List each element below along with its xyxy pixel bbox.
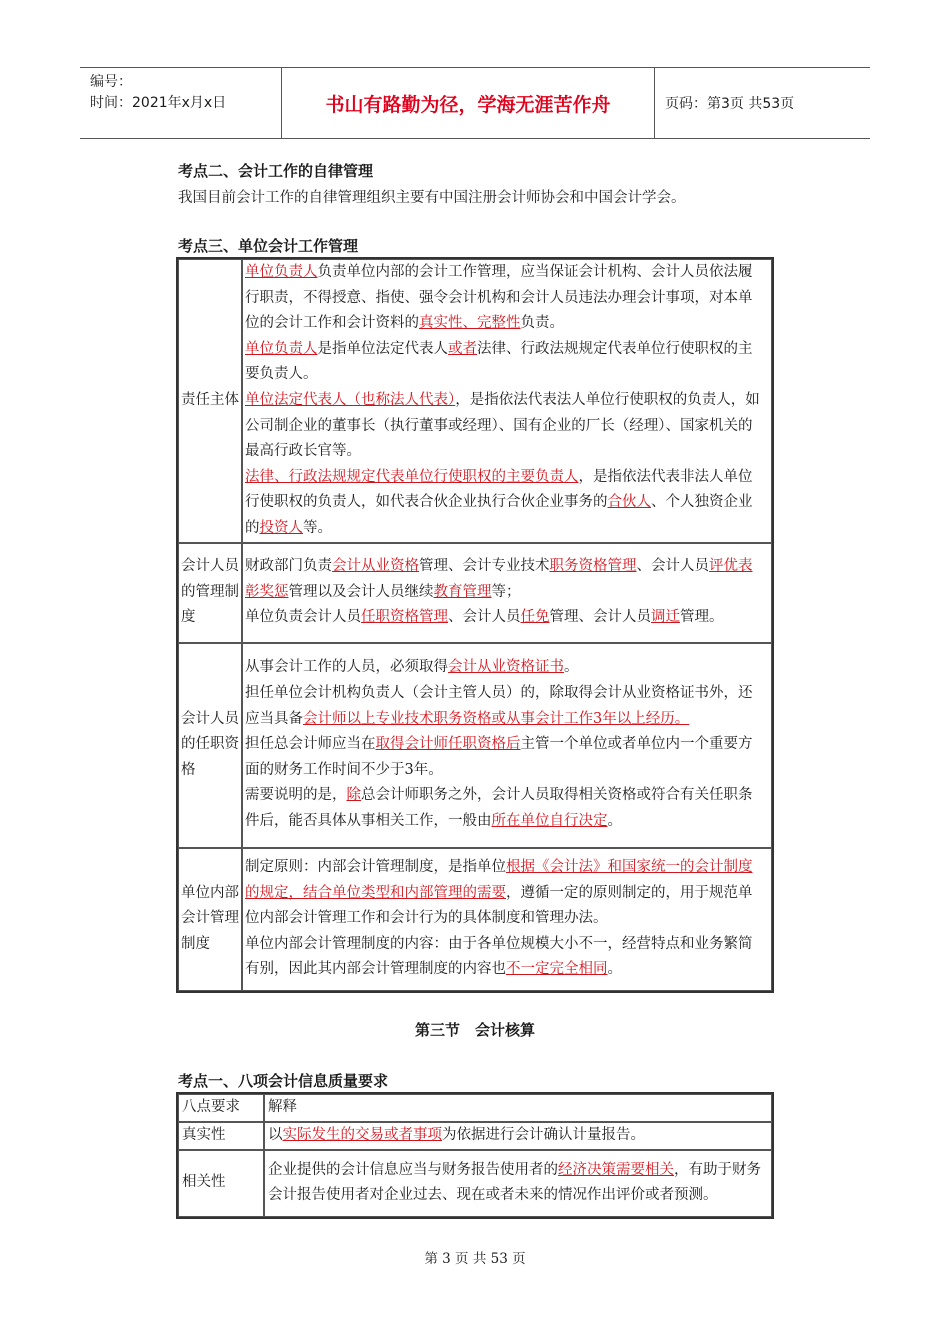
row-content <box>242 643 772 848</box>
text-run: 管理、会计专业技术 <box>419 558 550 575</box>
column-header-explanation: 解释 <box>264 1094 772 1122</box>
text-run: ，有助于财务会计报告使用者对企业过去、现在或者未来的情况作出评价或者预测。 <box>268 1161 761 1204</box>
text-run: 从事会计工作的人员，必须取得 <box>245 659 448 676</box>
content-paragraph <box>245 655 765 681</box>
text-run: 以 <box>268 1126 283 1143</box>
text-run: 制定原则：内部会计管理制度，是指单位 <box>245 859 506 876</box>
requirement-explanation <box>264 1150 772 1217</box>
row-label: 会计人员的任职资格 <box>178 643 242 848</box>
highlighted-term: 单位负责人 <box>245 340 318 357</box>
text-run: 主管一个单位或者单位内一个重要方面的财务工作时间不少于3年。 <box>245 736 753 778</box>
header-info <box>80 68 282 138</box>
content-paragraph <box>245 465 765 542</box>
page-footer: 第 3 页 共 53 页 <box>424 1251 526 1267</box>
content-paragraph <box>245 732 765 783</box>
section-4-title: 考点一、八项会计信息质量要求 <box>178 1072 389 1090</box>
content-paragraph <box>245 260 765 337</box>
table-header-row <box>178 1094 772 1122</box>
content-paragraph <box>245 605 765 631</box>
text-run: 为依据进行会计确认计量报告。 <box>442 1126 645 1143</box>
highlighted-term: 会计从业资格证书 <box>448 659 564 676</box>
text-run: ，是指依法代表非法人单位行使职权的负责人，如代表合伙企业执行合伙企业事务的 <box>245 468 753 511</box>
highlighted-term: 除 <box>346 787 361 804</box>
text-run: 管理、会计人员 <box>549 609 651 626</box>
highlighted-term: 教育管理 <box>433 583 492 600</box>
highlighted-term: 经济决策需要相关 <box>558 1161 674 1178</box>
text-run: ，是指依法代表法人单位行使职权的负责人，如公司制企业的董事长（执行董事或经理）、国有企业的厂长（经理）、国家机关的最高行政长官等。 <box>245 391 760 460</box>
row-content <box>242 543 772 643</box>
highlighted-term: 评优表彰奖惩 <box>245 558 753 600</box>
header-motto: 书山有路勤为径，学海无涯苦作舟 <box>282 68 655 138</box>
text-run: 、会计人员 <box>448 609 521 626</box>
text-run: 财政部门负责 <box>245 558 332 575</box>
page-header <box>80 67 870 139</box>
doc-code-label: 编号： <box>90 74 132 90</box>
highlighted-term: 单位负责人 <box>245 264 318 280</box>
table-row <box>178 1150 772 1217</box>
requirement-explanation <box>264 1122 772 1150</box>
table-row <box>178 643 772 848</box>
content-paragraph <box>245 554 765 605</box>
text-run: 。 <box>607 813 622 830</box>
row-content <box>242 848 772 991</box>
text-run: 总会计师职务之外，会计人员取得相关资格或符合有关任职条件后，能否具体从事相关工作，一般由 <box>245 787 753 830</box>
column-header-requirement: 八点要求 <box>178 1094 264 1122</box>
row-content <box>242 259 772 543</box>
text-run: 负责单位内部的会计工作管理，应当保证会计机构、会计人员依法履行职责，不得授意、指使、强令会计机构和会计人员违法办理会计事项，对本单位的会计工作和会计资料的 <box>245 264 753 332</box>
requirement-label: 相关性 <box>178 1150 264 1217</box>
text-run: 担任单位会计机构负责人（会计主管人员）的，除取得会计从业资格证书外，还应当具备 <box>245 685 753 727</box>
content-paragraph <box>245 337 765 388</box>
highlighted-term: 合伙人 <box>607 494 651 511</box>
highlighted-term: 根据《会计法》和国家统一的会计制度的规定，结合单位类型和内部管理的需要 <box>245 859 753 901</box>
highlighted-term: 取得会计师任职资格后 <box>375 736 521 753</box>
highlighted-term: 任免 <box>520 609 550 626</box>
highlighted-term: 单位法定代表人（也称法人代表） <box>245 391 456 408</box>
highlighted-term: 或者 <box>448 340 477 357</box>
text-run: 单位内部会计管理制度的内容：由于各单位规模大小不一，经营特点和业务繁简有别，因此其内部会计管理制度的内容也 <box>245 935 753 978</box>
section-3-title: 考点三、单位会计工作管理 <box>178 237 359 255</box>
content-paragraph <box>245 388 765 465</box>
text-run: 是指单位法定代表人 <box>317 340 448 357</box>
highlighted-term: 不一定完全相同 <box>506 961 608 978</box>
highlighted-term: 实际发生的交易或者事项 <box>282 1126 442 1143</box>
table-row <box>178 543 772 643</box>
section-2-text: 我国目前会计工作的自律管理组织主要有中国注册会计师协会和中国会计学会。 <box>178 190 686 206</box>
highlighted-term: 调迁 <box>651 609 680 626</box>
row-label: 会计人员的管理制度 <box>178 543 242 643</box>
text-run: 法律、行政法规规定代表单位行使职权的主要负责人。 <box>245 340 753 383</box>
table-row <box>178 1122 772 1150</box>
text-run: 管理。 <box>680 609 724 626</box>
text-run: 、会计人员 <box>636 558 709 575</box>
content-paragraph <box>245 783 765 834</box>
highlighted-term: 法律、行政法规规定代表单位行使职权的主要负责人 <box>245 468 579 485</box>
content-paragraph <box>245 932 765 983</box>
text-run: 等。 <box>303 519 332 536</box>
text-run: 担任总会计师应当在 <box>245 736 376 753</box>
content-paragraph <box>245 681 765 732</box>
doc-date-label: 时间：2021年x月x日 <box>90 95 227 111</box>
chapter-section-title: 第三节 会计核算 <box>414 1021 535 1039</box>
table-row <box>178 259 772 543</box>
highlighted-term: 投资人 <box>259 519 303 536</box>
text-run: 、个人独资企业的 <box>245 494 753 536</box>
content-paragraph <box>245 855 765 932</box>
text-run: 管理以及会计人员继续 <box>288 583 434 600</box>
highlighted-term: 真实性、完整性 <box>419 315 521 332</box>
quality-requirements-table <box>176 1092 774 1219</box>
highlighted-term: 会计师以上专业技术职务资格或从事会计工作3年以上经历。 <box>303 710 690 727</box>
text-run: 。 <box>564 659 579 676</box>
row-label: 责任主体 <box>178 259 242 543</box>
text-run: 负责。 <box>520 315 564 332</box>
row-label: 单位内部会计管理制度 <box>178 848 242 991</box>
section-2-title: 考点二、会计工作的自律管理 <box>178 162 374 180</box>
highlighted-term: 任职资格管理 <box>361 609 448 626</box>
text-run: 单位负责会计人员 <box>245 609 361 626</box>
unit-accounting-table <box>176 257 774 993</box>
text-run: ，遵循一定的原则制定的，用于规范单位内部会计管理工作和会计行为的具体制度和管理办法。 <box>245 884 753 927</box>
text-run: 等； <box>491 583 521 600</box>
requirement-label: 真实性 <box>178 1122 264 1150</box>
highlighted-term: 会计从业资格 <box>332 558 419 575</box>
text-run: 。 <box>607 961 622 978</box>
table-row <box>178 848 772 991</box>
text-run: 需要说明的是， <box>245 787 347 804</box>
highlighted-term: 所在单位自行决定 <box>491 813 608 830</box>
text-run: 企业提供的会计信息应当与财务报告使用者的 <box>268 1161 558 1178</box>
header-page-info: 页码：第3页 共53页 <box>665 96 795 112</box>
highlighted-term: 职务资格管理 <box>549 558 637 575</box>
